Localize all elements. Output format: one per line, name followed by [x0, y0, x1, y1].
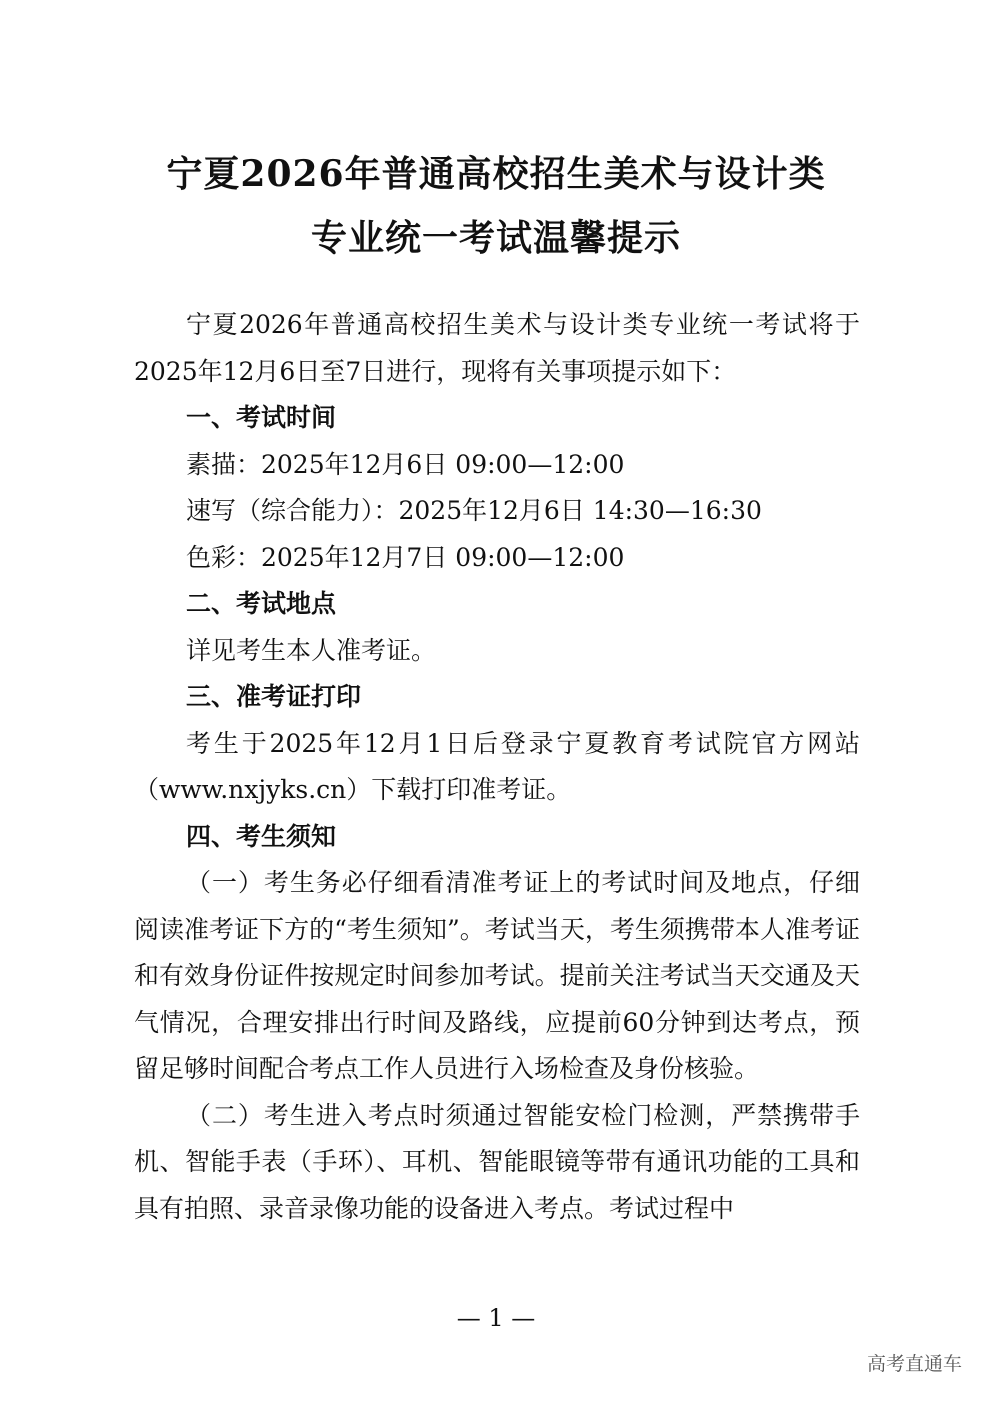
section-heading-exam-time: 一、考试时间	[186, 403, 337, 432]
location-paragraph: 详见考生本人准考证。	[186, 635, 437, 665]
schedule-quick-sketch: 速写（综合能力）：2025年12月6日 14:30—16:30	[186, 496, 762, 525]
document-body	[134, 302, 860, 1232]
notice-paragraph-1: （一）考生务必仔细看清准考证上的考试时间及地点，仔细阅读准考证下方的“考生须知”。考试当天，考生须携带本人准考证和有效身份证件按规定时间参加考试。提前关注考试当天交通及天气情况，合理安排出行时间及路线，应提前60分钟到达考点，预留足够时间配合考点工作人员进行入场检查及身份核验。	[134, 868, 860, 1083]
section-heading-exam-location: 二、考试地点	[186, 589, 337, 618]
document-title-line1: 宁夏2026年普通高校招生美术与设计类	[166, 153, 826, 195]
section-heading-admission-ticket: 三、准考证打印	[186, 682, 362, 711]
document-title-line2: 专业统一考试温馨提示	[310, 217, 681, 259]
watermark-text: 高考直通车	[866, 1353, 962, 1375]
section-heading-candidate-notice: 四、考生须知	[186, 821, 337, 851]
admission-ticket-paragraph: 考生于2025年12月1日后登录宁夏教育考试院官方网站（www.nxjyks.cn）下载打印准考证。	[134, 728, 860, 804]
notice-paragraph-2: （二）考生进入考点时须通过智能安检门检测，严禁携带手机、智能手表（手环）、耳机、智能眼镜等带有通讯功能的工具和具有拍照、录音录像功能的设备进入考点。考试过程中	[134, 1100, 860, 1223]
intro-paragraph: 宁夏2026年普通高校招生美术与设计类专业统一考试将于2025年12月6日至7日进行，现将有关事项提示如下：	[134, 310, 860, 386]
page-number: — 1 —	[456, 1304, 536, 1332]
schedule-sketch: 素描：2025年12月6日 09:00—12:00	[186, 449, 625, 479]
schedule-color: 色彩：2025年12月7日 09:00—12:00	[186, 542, 625, 572]
